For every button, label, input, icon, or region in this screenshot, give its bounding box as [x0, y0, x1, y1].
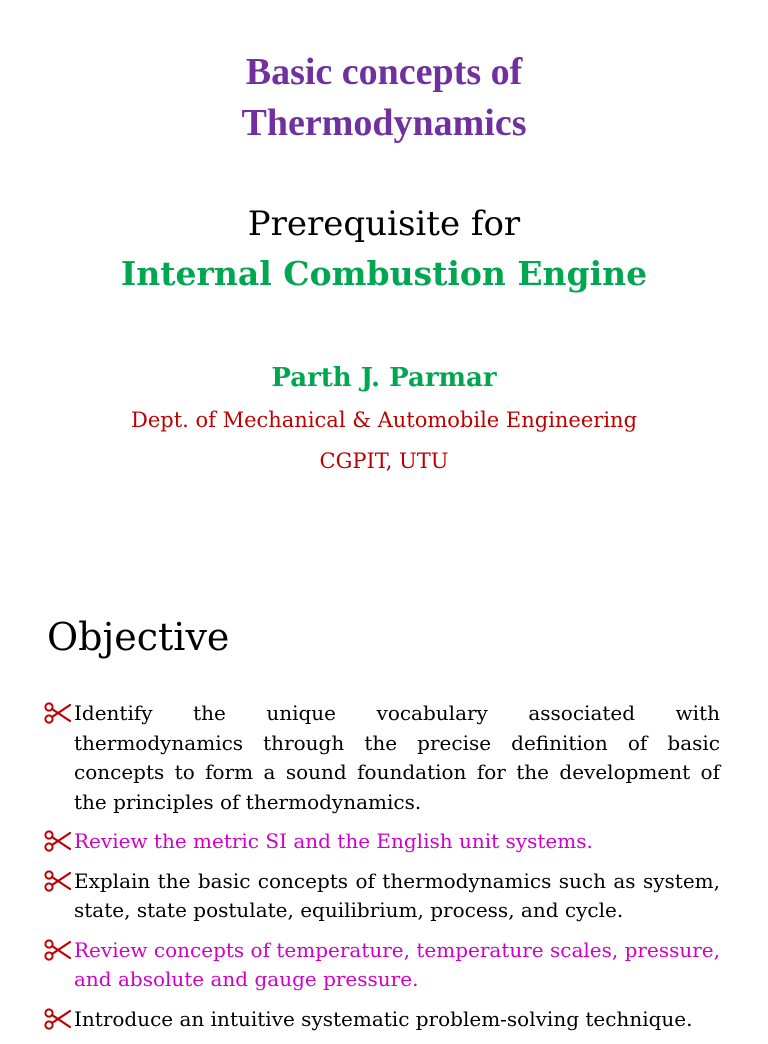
- institution-name: CGPIT, UTU: [319, 449, 449, 473]
- objective-bullet: [44, 1005, 720, 1035]
- slide-title-line-2: Thermodynamics: [241, 102, 527, 144]
- objective-bullet: [44, 867, 720, 926]
- slide-title-line-1: Basic concepts of: [245, 51, 523, 93]
- objective-bullet: [44, 936, 720, 995]
- course-name: Internal Combustion Engine: [120, 254, 648, 293]
- scissors-icon: [44, 829, 72, 855]
- objective-bullet-text: Review the metric SI and the English unit systems.: [74, 829, 593, 853]
- objective-bullet-text: Explain the basic concepts of thermodynamics such as system, state, state postulate, equilibrium, process, and cycle.: [74, 868, 720, 922]
- objective-heading: Objective: [47, 615, 230, 659]
- scissors-icon: [44, 701, 72, 727]
- objective-bullet: [44, 827, 720, 857]
- objective-bullet-text: Introduce an intuitive systematic problem-solving technique.: [74, 1006, 693, 1031]
- objective-bullet-text: Review concepts of temperature, temperature scales, pressure, and absolute and gauge pressure.: [74, 937, 720, 991]
- author-name: Parth J. Parmar: [271, 363, 497, 393]
- department-name: Dept. of Mechanical & Automobile Engineering: [130, 408, 638, 432]
- scissors-icon: [44, 1007, 72, 1033]
- objective-bullet-text: Identify the unique vocabulary associated with thermodynamics through the precise definition of basic concepts to form a sound foundation for the development of the principles of thermodynamics.: [74, 701, 720, 814]
- scissors-icon: [44, 869, 72, 895]
- scissors-icon: [44, 938, 72, 964]
- objective-bullet: [44, 699, 720, 817]
- prerequisite-label: Prerequisite for: [247, 204, 521, 244]
- objective-slide: [0, 575, 768, 1031]
- objective-bullet-list: [44, 699, 720, 1044]
